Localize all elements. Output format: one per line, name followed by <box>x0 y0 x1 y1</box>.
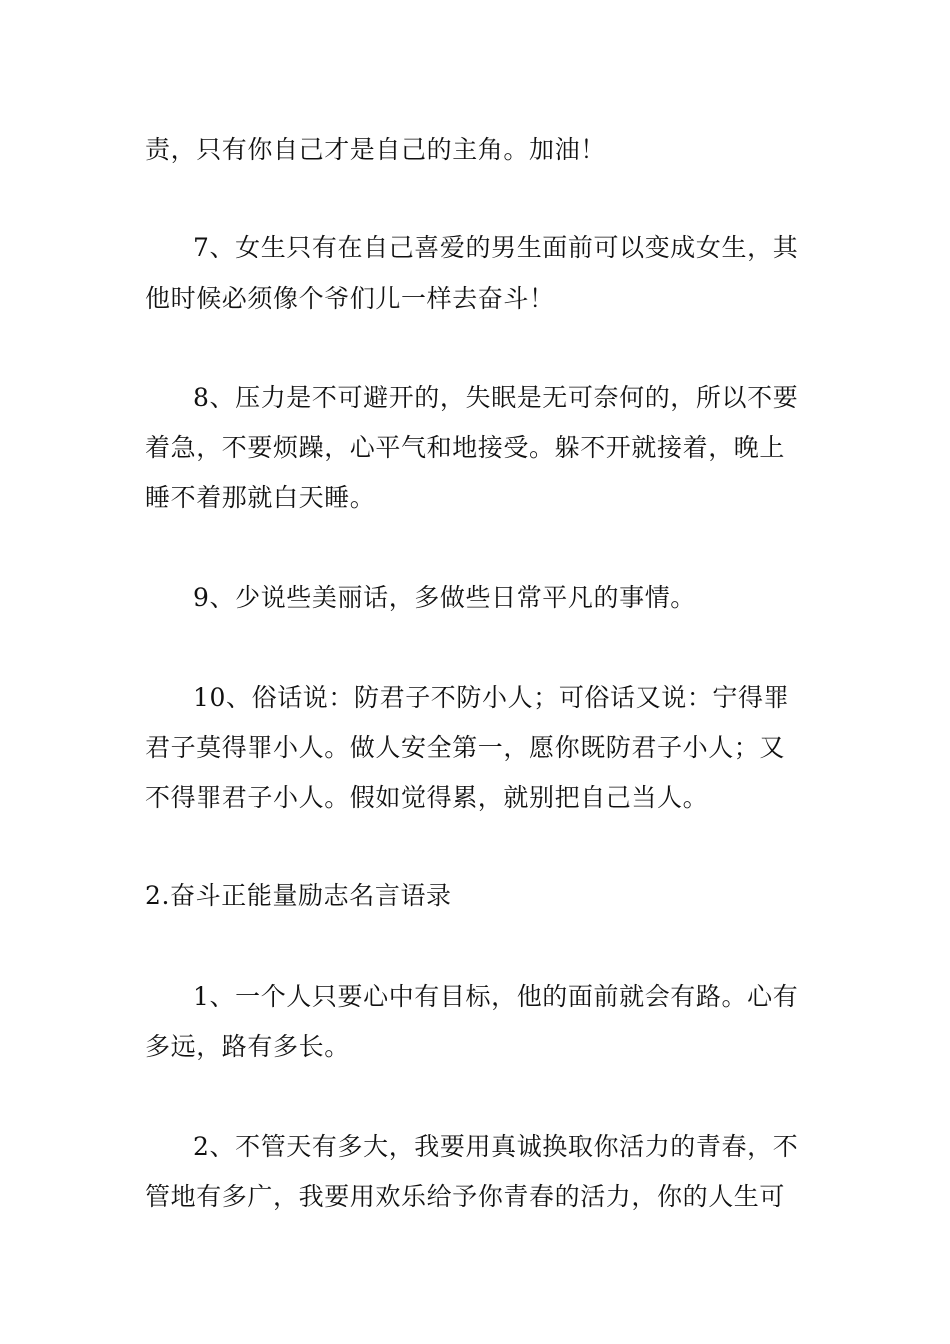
text-line: 责，只有你自己才是自己的主角。加油！ <box>145 135 606 164</box>
text-line: 他时候必须像个爷们儿一样去奋斗！ <box>145 284 555 313</box>
text-line: 多远，路有多长。 <box>145 1032 350 1061</box>
text-line: 1、一个人只要心中有目标，他的面前就会有路。心有 <box>193 982 799 1011</box>
text-line: 9、少说些美丽话，多做些日常平凡的事情。 <box>193 583 696 612</box>
text-line: 管地有多广，我要用欢乐给予你青春的活力，你的人生可 <box>145 1182 786 1211</box>
text-line: 不得罪君子小人。假如觉得累，就别把自己当人。 <box>145 783 709 812</box>
text-line: 10、俗话说：防君子不防小人；可俗话又说：宁得罪 <box>193 683 790 712</box>
text-line: 8、压力是不可避开的，失眠是无可奈何的，所以不要 <box>193 383 799 412</box>
section-heading: 2.奋斗正能量励志名言语录 <box>145 881 452 910</box>
text-line: 2、不管天有多大，我要用真诚换取你活力的青春，不 <box>193 1132 799 1161</box>
text-line: 7、女生只有在自己喜爱的男生面前可以变成女生，其 <box>193 233 799 262</box>
text-line: 着急，不要烦躁，心平气和地接受。躲不开就接着，晚上 <box>145 433 786 462</box>
text-line: 君子莫得罪小人。做人安全第一，愿你既防君子小人；又 <box>145 733 786 762</box>
text-line: 睡不着那就白天睡。 <box>145 483 376 512</box>
